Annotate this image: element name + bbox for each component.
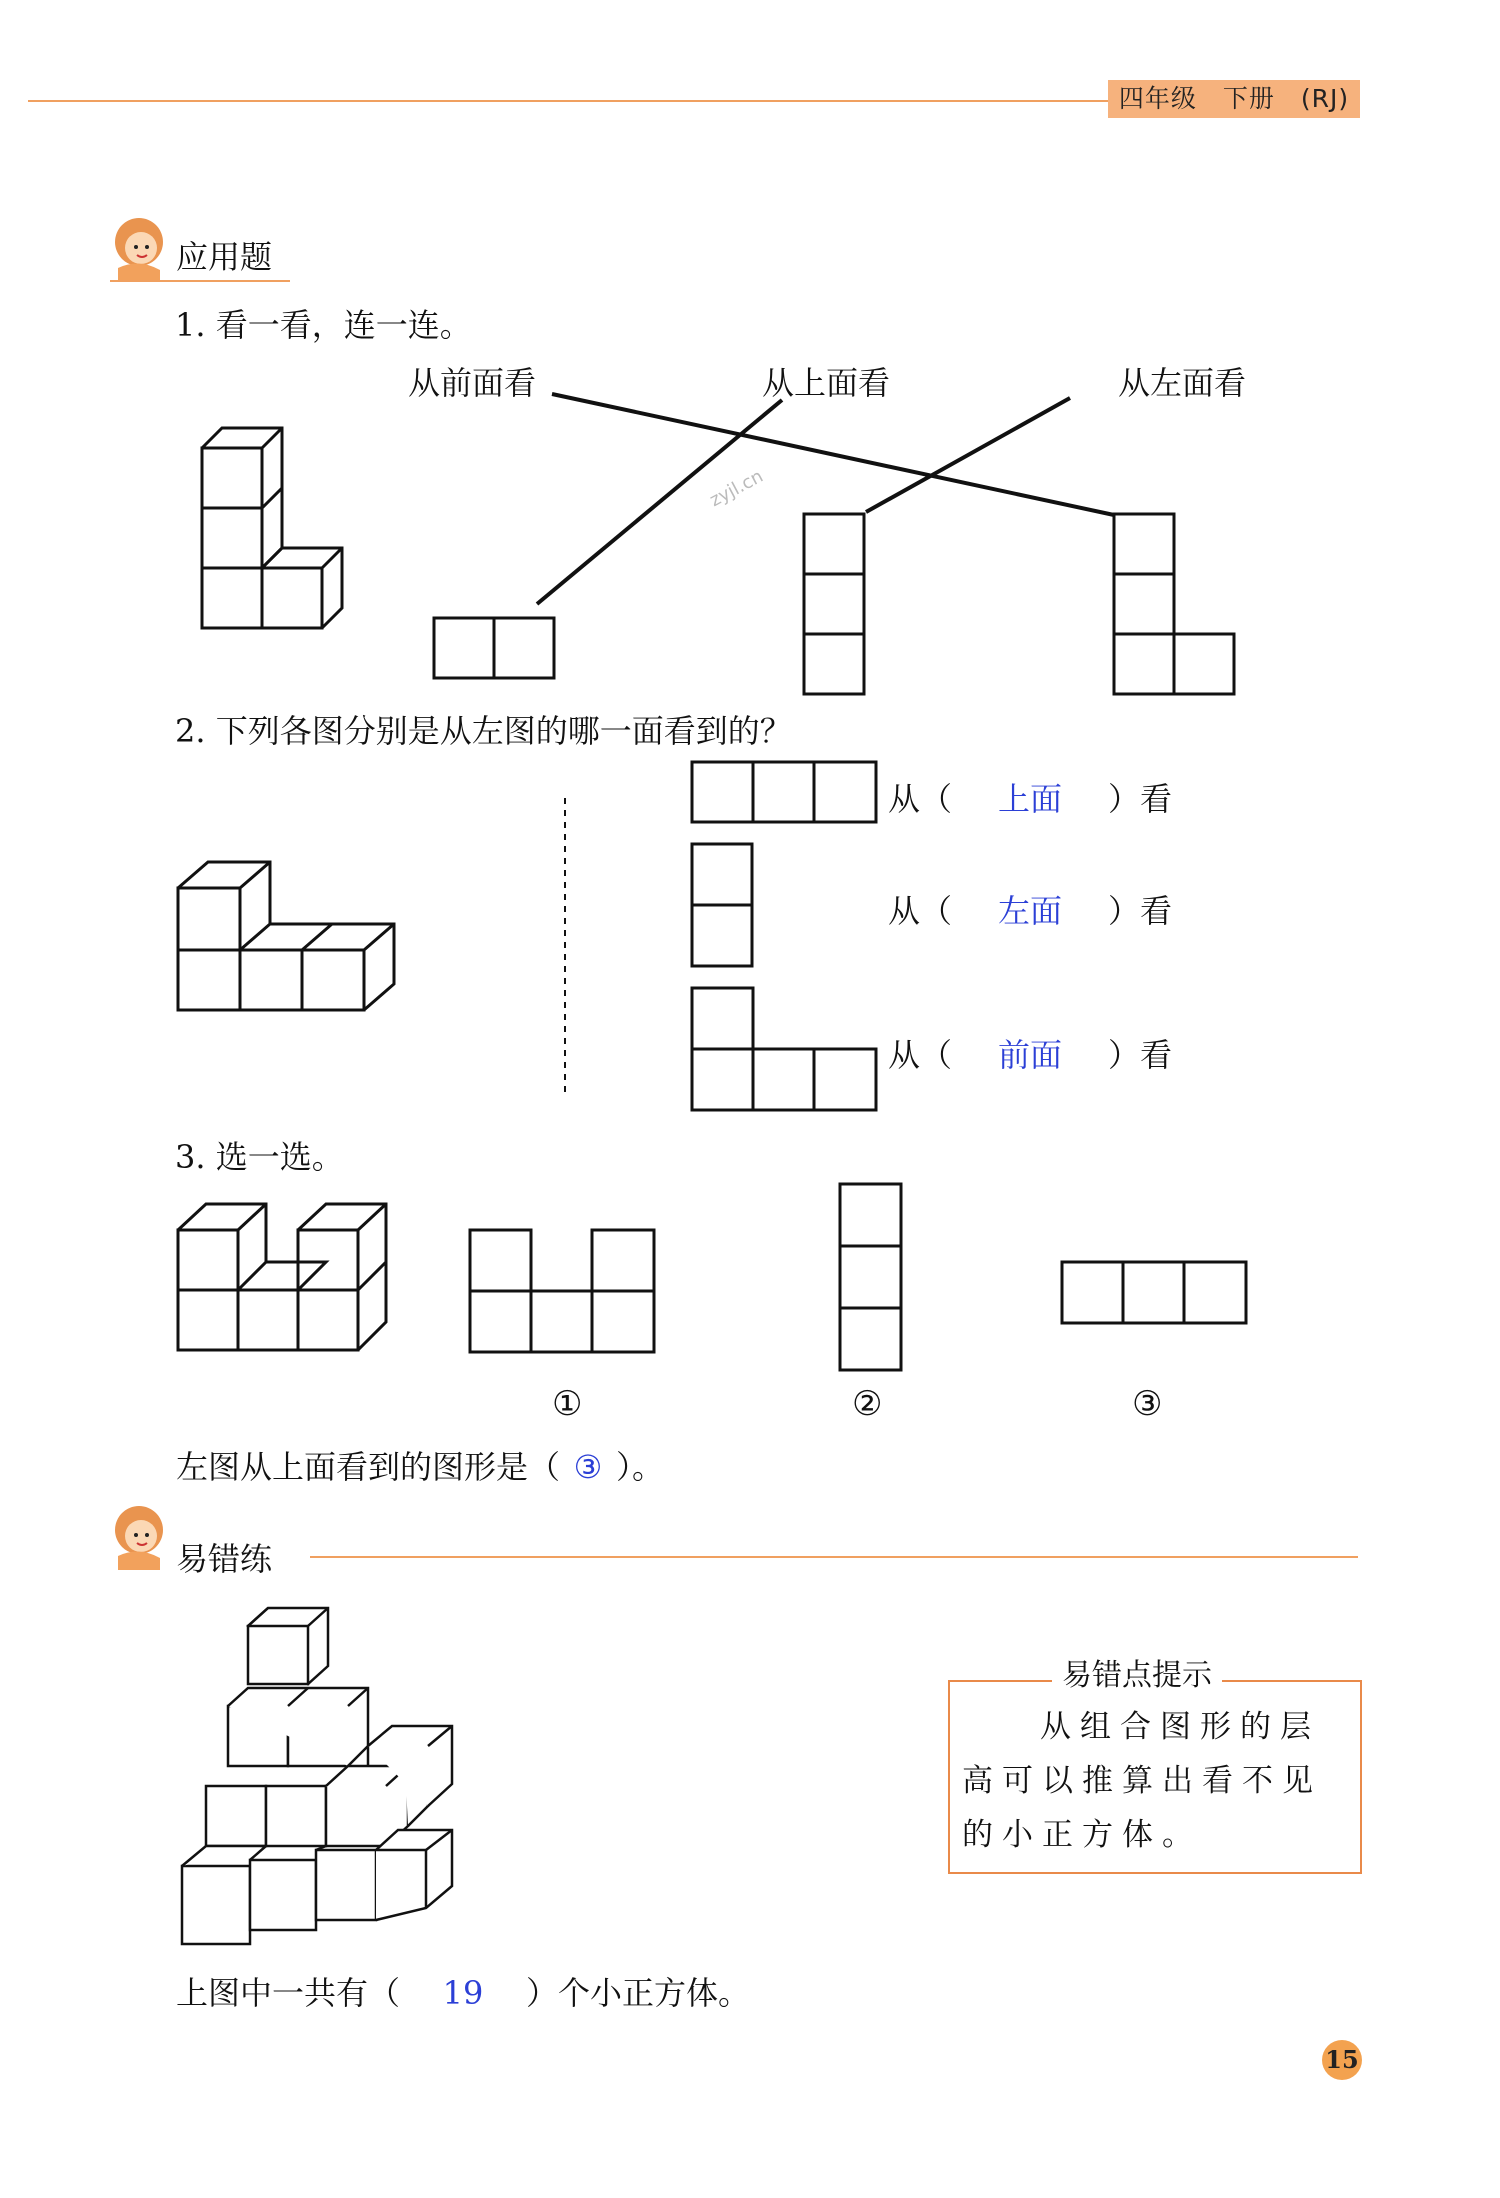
q3-option-2-shape [838, 1182, 904, 1372]
q3-option-1-shape [468, 1228, 656, 1354]
q1-label-left: 从左面看 [1118, 364, 1247, 402]
q4-staircase-figure [176, 1596, 466, 1956]
q1-label-top: 从上面看 [762, 364, 891, 402]
grade-badge: 四年级 下册 (RJ) [1108, 80, 1360, 118]
q1-prompt: 1. 看一看，连一连。 [175, 306, 472, 344]
q2-view-row-three [690, 760, 878, 824]
q1-match-lines [0, 0, 1500, 720]
q2-answer-3: 前面 [998, 1036, 1063, 1074]
q3-prompt: 3. 选一选。 [175, 1138, 344, 1176]
section-underline [310, 1556, 1358, 1558]
q3-option-3-shape [1060, 1260, 1248, 1326]
section-title-applied: 应用题 [176, 238, 273, 276]
q2-view-column-two [690, 842, 754, 968]
q2-cube-figure [176, 858, 408, 1012]
q3-answer: ③ [573, 1448, 603, 1486]
q4-answer-sentence: 上图中一共有（ 19 ）个小正方体。 [176, 1974, 751, 2012]
tips-title: 易错点提示 [1052, 1650, 1222, 1694]
q3-option-1-label: ① [552, 1384, 583, 1424]
page-number: 15 [1322, 2040, 1362, 2080]
q2-prompt: 2. 下列各图分别是从左图的哪一面看到的？ [175, 712, 792, 750]
q2-answer-2: 左面 [998, 892, 1063, 930]
q1-label-front: 从前面看 [408, 364, 537, 402]
q2-answer-row-2: 从（ 左面 ）看 [888, 886, 1172, 932]
divider-dashed [562, 798, 568, 1098]
q2-answer-row-1: 从（ 上面 ）看 [888, 774, 1172, 820]
watermark: zyjl.cn [706, 465, 767, 512]
q3-option-3-label: ③ [1132, 1384, 1163, 1424]
q3-cube-figure [176, 1200, 396, 1352]
q3-option-2-label: ② [852, 1384, 883, 1424]
section-title-mistakes: 易错练 [176, 1540, 273, 1578]
q2-view-l-shape [690, 986, 878, 1112]
q2-answer-1: 上面 [998, 780, 1063, 818]
tips-text: 从组合图形的层高可以推算出看不见的小正方体。 [962, 1709, 1322, 1853]
q2-answer-row-3: 从（ 前面 ）看 [888, 1030, 1172, 1076]
q4-answer: 19 [442, 1974, 484, 2012]
girl-mascot-icon [104, 1500, 174, 1570]
q3-answer-sentence: 左图从上面看到的图形是（ ③ ）。 [176, 1448, 665, 1486]
